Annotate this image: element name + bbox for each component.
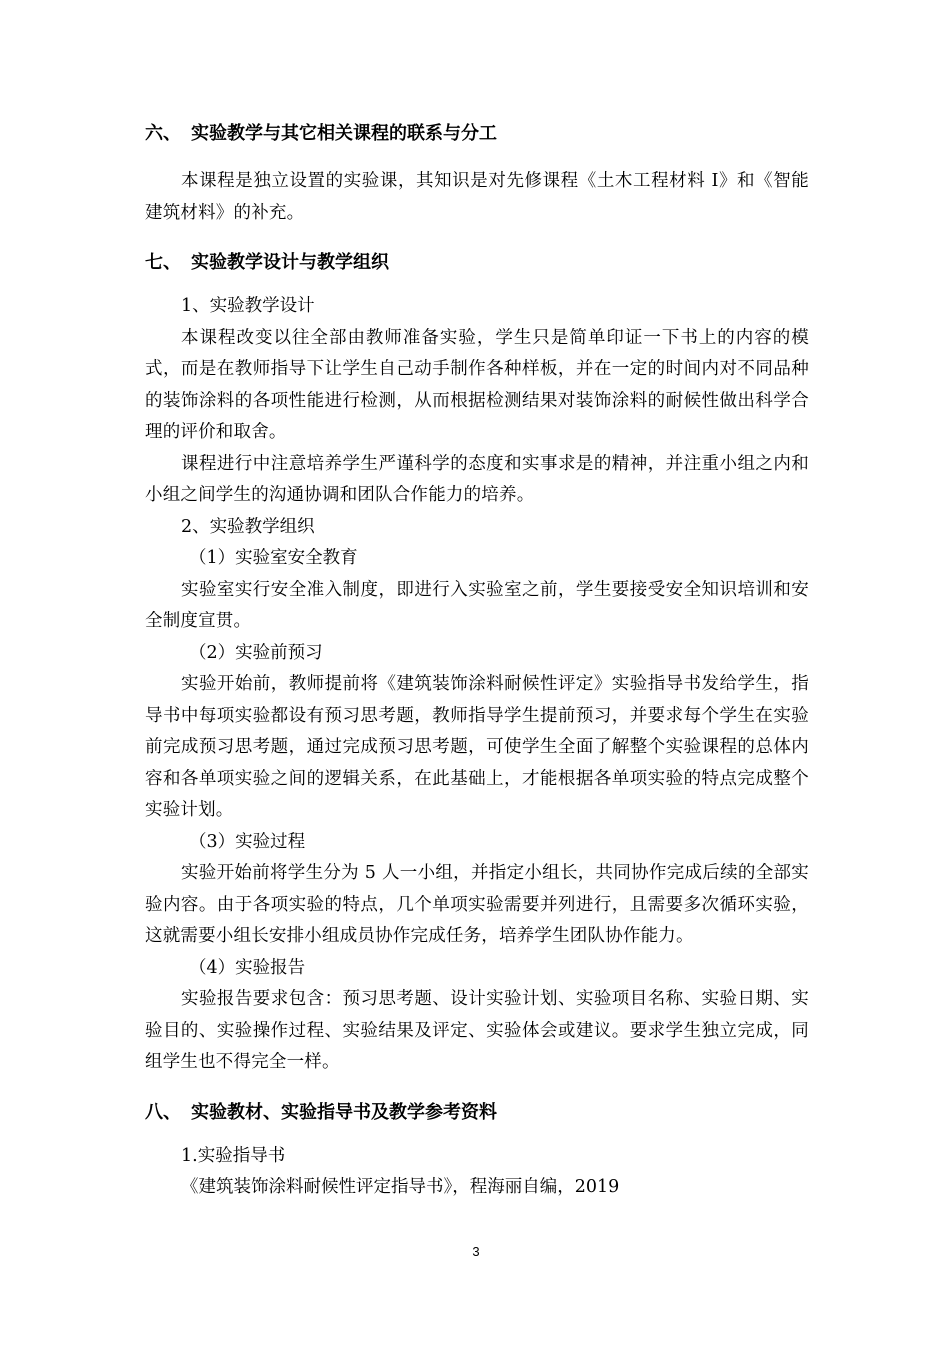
paragraph: 实验报告要求包含：预习思考题、设计实验计划、实验项目名称、实验日期、实验目的、实验操作过程、实验结果及评定、实验体会或建议。要求学生独立完成，同组学生也不得完全一样。 xyxy=(145,989,809,1072)
reference-entry: 《建筑装饰涂料耐候性评定指导书》，程海丽自编，2019 xyxy=(181,1177,620,1197)
paragraph: 实验室实行安全准入制度，即进行入实验室之前，学生要接受安全知识培训和安全制度宣贯。 xyxy=(145,579,809,631)
section-title: 实验教材、实验指导书及教学参考资料 xyxy=(191,1101,497,1123)
section-number: 八、 xyxy=(145,1101,181,1123)
list-item-title: （1）实验室安全教育 xyxy=(189,548,358,568)
list-item-title: （2）实验前预习 xyxy=(189,642,323,663)
section-title: 实验教学与其它相关课程的联系与分工 xyxy=(191,123,497,144)
paragraph: 实验开始前，教师提前将《建筑装饰涂料耐候性评定》实验指导书发给学生，指导书中每项实验都设有预习思考题，教师指导学生提前预习，并要求每个学生在实验前完成预习思考题，通过完成预习思考题，可使学生全面了解整个实验课程的总体内容和各单项实验之间的逻辑关系，在此基础上，才能根据各单项实验的特点完成整个实验计划。 xyxy=(145,674,809,820)
section-heading-7 xyxy=(145,249,809,277)
paragraph: 课程进行中注意培养学生严谨科学的态度和实事求是的精神，并注重小组之内和小组之间学生的沟通协调和团队合作能力的培养。 xyxy=(145,453,809,505)
subsection-title: 2、实验教学组织 xyxy=(181,516,315,537)
list-item-title: （4）实验报告 xyxy=(189,957,306,978)
paragraph: 本课程是独立设置的实验课，其知识是对先修课程《土木工程材料 I》和《智能建筑材料》的补充。 xyxy=(145,171,809,223)
page-content xyxy=(145,120,809,1204)
section-number: 七、 xyxy=(145,252,181,273)
subsection-title: 1.实验指导书 xyxy=(181,1145,286,1166)
section-heading-6 xyxy=(145,120,809,148)
page-number: 3 xyxy=(472,1244,480,1259)
list-item-title: （3）实验过程 xyxy=(189,831,306,852)
paragraph: 实验开始前将学生分为 5 人一小组，并指定小组长，共同协作完成后续的全部实验内容。由于各项实验的特点，几个单项实验需要并列进行，且需要多次循环实验，这就需要小组长安排小组成员协作完成任务，培养学生团队协作能力。 xyxy=(145,863,809,946)
section-title: 实验教学设计与教学组织 xyxy=(191,252,389,273)
paragraph: 本课程改变以往全部由教师准备实验，学生只是简单印证一下书上的内容的模式，而是在教师指导下让学生自己动手制作各种样板，并在一定的时间内对不同品种的装饰涂料的各项性能进行检测，从而根据检测结果对装饰涂料的耐候性做出科学合理的评价和取舍。 xyxy=(145,327,809,442)
section-number: 六、 xyxy=(145,123,181,144)
section-heading-8 xyxy=(145,1099,809,1127)
subsection-title: 1、实验教学设计 xyxy=(181,296,315,316)
